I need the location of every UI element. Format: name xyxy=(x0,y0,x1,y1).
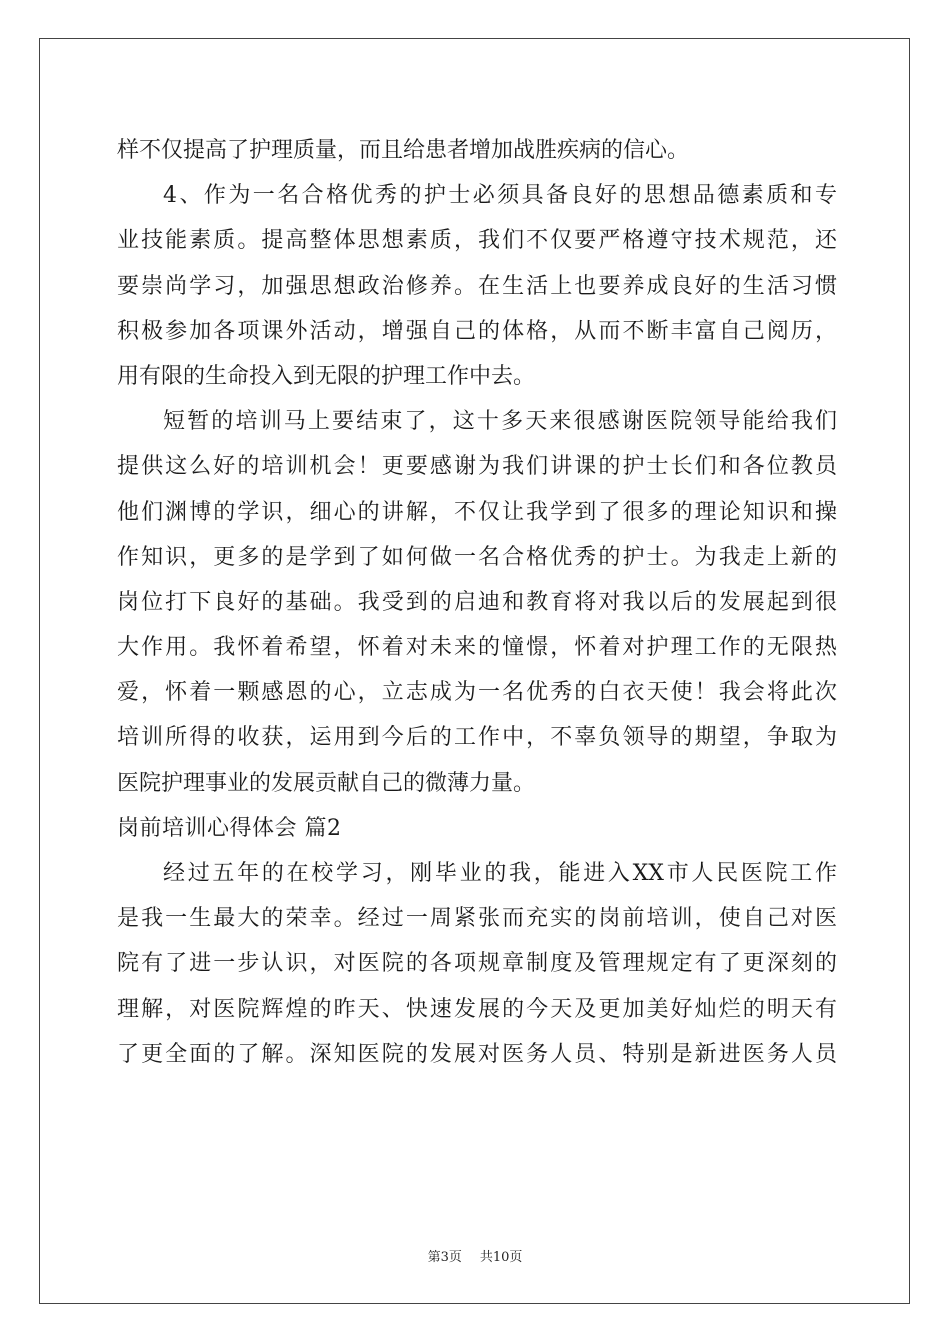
paragraph-p2-line-4: 积极参加各项课外活动，增强自己的体格，从而不断丰富自己阅历， xyxy=(117,318,837,344)
paragraph-p3-line-7: 爱，怀着一颗感恩的心，立志成为一名优秀的白衣天使！我会将此次 xyxy=(117,680,837,706)
page-total: 共10页 xyxy=(479,1250,523,1265)
paragraph-p3-line-4: 作知识，更多的是学到了如何做一名合格优秀的护士。为我走上新的 xyxy=(117,544,837,570)
paragraph-p4-line-3: 院有了进一步认识，对医院的各项规章制度及管理规定有了更深刻的 xyxy=(117,951,837,977)
paragraph-p2-line-5: 用有限的生命投入到无限的护理工作中去。 xyxy=(117,363,536,389)
paragraph-p2-line-3: 要崇尚学习，加强思想政治修养。在生活上也要养成良好的生活习惯 xyxy=(117,273,837,299)
paragraph-p3-line-9: 医院护理事业的发展贡献自己的微薄力量。 xyxy=(117,770,536,796)
paragraph-p4-line-1: 经过五年的在校学习，刚毕业的我，能进入XX市人民医院工作 xyxy=(163,861,837,886)
paragraph-p3-line-1: 短暂的培训马上要结束了，这十多天来很感谢医院领导能给我们 xyxy=(163,409,837,435)
page-number: 第3页 xyxy=(427,1250,462,1265)
paragraph-p3-line-8: 培训所得的收获，运用到今后的工作中，不辜负领导的期望，争取为 xyxy=(117,725,837,751)
paragraph-p3-line-6: 大作用。我怀着希望，怀着对未来的憧憬，怀着对护理工作的无限热 xyxy=(117,635,837,661)
paragraph-p2-line-1: 4、作为一名合格优秀的护士必须具备良好的思想品德素质和专 xyxy=(163,183,837,209)
paragraph-p1-line-1: 样不仅提高了护理质量，而且给患者增加战胜疾病的信心。 xyxy=(117,138,690,163)
document-body xyxy=(117,128,837,1077)
paragraph-p3-line-5: 岗位打下良好的基础。我受到的启迪和教育将对我以后的发展起到很 xyxy=(117,589,837,615)
paragraph-p4-line-5: 了更全面的了解。深知医院的发展对医务人员、特别是新进医务人员 xyxy=(117,1041,837,1067)
paragraph-p3-line-2: 提供这么好的培训机会！更要感谢为我们讲课的护士长们和各位教员 xyxy=(117,454,837,480)
paragraph-p3-line-3: 他们渊博的学识，细心的讲解，不仅让我学到了很多的理论知识和操 xyxy=(117,499,837,525)
page-footer xyxy=(0,1246,950,1265)
paragraph-p4-line-4: 理解，对医院辉煌的昨天、快速发展的今天及更加美好灿烂的明天有 xyxy=(117,996,837,1022)
paragraph-p4-line-2: 是我一生最大的荣幸。经过一周紧张而充实的岗前培训，使自己对医 xyxy=(117,906,837,932)
section-heading: 岗前培训心得体会 篇2 xyxy=(117,815,342,841)
paragraph-p2-line-2: 业技能素质。提高整体思想素质，我们不仅要严格遵守技术规范，还 xyxy=(117,228,837,254)
